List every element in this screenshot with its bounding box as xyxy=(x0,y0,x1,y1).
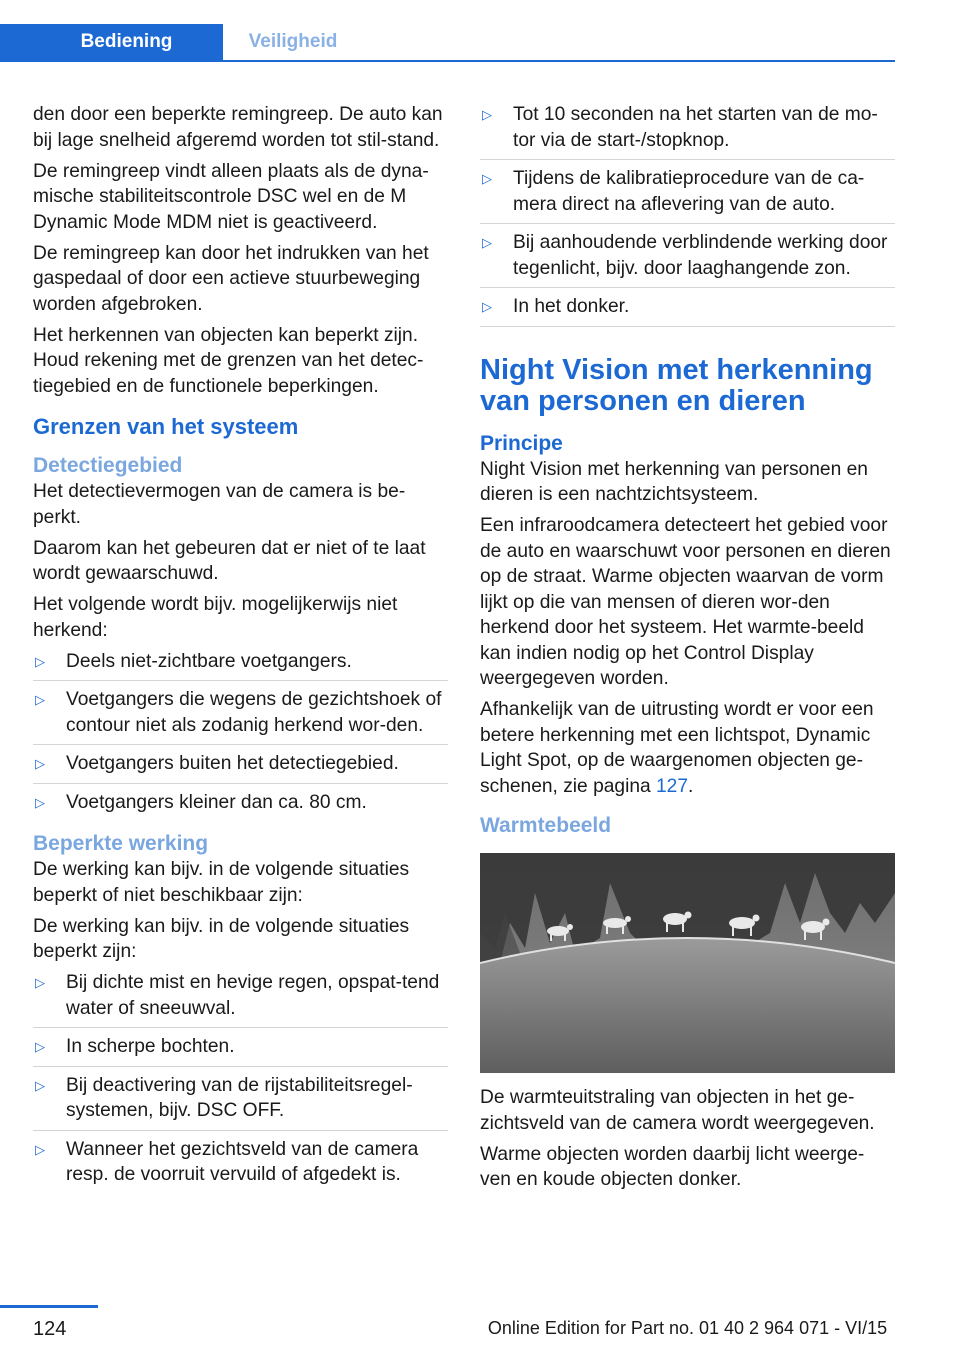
paragraph: Afhankelijk van de uitrusting wordt er voor een betere herkenning met een lichtspot, Dynamic Light Spot, op de waargenomen objecten ge‐schenen, zie pagina 127. xyxy=(480,699,874,797)
paragraph: De warmteuitstraling van objecten in het ge‐zichtsveld van de camera wordt weergegeven. xyxy=(480,1087,875,1134)
triangle-right-icon: ▷ xyxy=(35,1141,45,1157)
triangle-right-icon: ▷ xyxy=(482,107,492,122)
paragraph: Night Vision met herkenning van personen en dieren is een nachtzichtsysteem. xyxy=(480,458,868,505)
triangle-right-icon: ▷ xyxy=(35,975,45,990)
page-link-127[interactable]: 127 xyxy=(656,775,689,797)
left-column xyxy=(33,102,448,1194)
list-item: ▷ Bij dichte mist en hevige regen, opspat‐tend water of sneeuwval. xyxy=(33,970,448,1028)
paragraph: De remingreep kan door het indrukken van het gaspedaal of door een actieve stuurbeweging worden afgebroken. xyxy=(33,242,429,315)
header-divider xyxy=(0,60,895,62)
thermal-image xyxy=(480,853,895,1073)
paragraph: Daarom kan het gebeuren dat er niet of te laat wordt gewaarschuwd. xyxy=(33,537,426,584)
paragraph: Het detectievermogen van de camera is be‐perkt. xyxy=(33,481,406,528)
heading-detectiegebied: Detectiegebied xyxy=(33,454,183,477)
list-item: ▷ Deels niet-zichtbare voetgangers. xyxy=(33,649,448,682)
triangle-right-icon: ▷ xyxy=(35,653,45,669)
list-item: ▷ Tot 10 seconden na het starten van de mo‐tor via de start-/stopknop. xyxy=(480,102,895,160)
paragraph: den door een beperkte remingreep. De auto kan bij lage snelheid afgeremd worden tot stil‐stand. xyxy=(33,104,443,151)
heading-grenzen: Grenzen van het systeem xyxy=(33,414,299,439)
triangle-right-icon: ▷ xyxy=(35,756,45,771)
page-number: 124 xyxy=(33,1318,67,1340)
footer-edition: Online Edition for Part no. 01 40 2 964 071 - VI/15 xyxy=(487,1318,888,1338)
list-item: ▷ Wanneer het gezichtsveld van de camera resp. de voorruit vervuild of afgedekt is. xyxy=(35,1138,419,1185)
heading-principe: Principe xyxy=(480,431,563,455)
footer-divider xyxy=(0,1305,98,1308)
heading-warmtebeeld: Warmtebeeld xyxy=(480,814,612,837)
list-item: ▷ In het donker. xyxy=(480,294,895,327)
list-item: ▷ Voetgangers buiten het detectiegebied. xyxy=(33,751,448,784)
list-limited xyxy=(33,970,448,1194)
list-item: ▷ In scherpe bochten. xyxy=(33,1034,448,1067)
list-limited-continued xyxy=(480,102,895,327)
list-item: ▷ Bij aanhoudende verblindende werking door tegenlicht, bijv. door laaghangende zon. xyxy=(480,230,895,288)
triangle-right-icon: ▷ xyxy=(482,171,492,186)
triangle-right-icon: ▷ xyxy=(482,299,492,314)
right-column xyxy=(480,102,895,1198)
heading-beperkte-werking: Beperkte werking xyxy=(33,832,209,855)
triangle-right-icon: ▷ xyxy=(35,1039,45,1054)
tab-veiligheid[interactable]: Veiligheid xyxy=(248,31,338,52)
list-item: ▷ Bij deactivering van de rijstabiliteitsregel‐systemen, bijv. DSC OFF. xyxy=(33,1073,448,1131)
page-header xyxy=(0,24,895,62)
list-item: ▷ Tijdens de kalibratieprocedure van de ca‐mera direct na aflevering van de auto. xyxy=(480,166,895,224)
list-item: ▷ Voetgangers kleiner dan ca. 80 cm. xyxy=(33,790,448,822)
list-item: ▷ Voetgangers die wegens de gezichtshoek of contour niet als zodanig herkend wor‐den. xyxy=(33,687,448,745)
triangle-right-icon: ▷ xyxy=(35,794,45,810)
paragraph: Warme objecten worden daarbij licht weerge‐ven en koude objecten donker. xyxy=(480,1143,865,1190)
tab-bediening[interactable]: Bediening xyxy=(0,24,223,60)
paragraph: Het volgende wordt bijv. mogelijkerwijs niet herkend: xyxy=(33,594,398,641)
paragraph: De werking kan bijv. in de volgende situaties beperkt of niet beschikbaar zijn: xyxy=(33,859,410,906)
paragraph: De remingreep vindt alleen plaats als de dyna‐mische stabiliteitscontrole DSC wel en de M Dynamic Mode MDM niet is geactiveerd. xyxy=(33,160,429,233)
paragraph: Een infraroodcamera detecteert het gebied voor de auto en waarschuwt voor personen en dieren op de straat. Warme objecten waarvan de vorm lijkt op die van mensen of dieren wor‐den herkend door het systeem. Het warmte‐beeld kan indien nodig op het Control Display weergegeven worden. xyxy=(480,515,891,689)
paragraph: De werking kan bijv. in de volgende situaties beperkt zijn: xyxy=(33,915,410,962)
heading-night-vision: Night Vision met herkenning van personen en dieren xyxy=(480,353,873,417)
triangle-right-icon: ▷ xyxy=(35,692,45,707)
list-not-recognized xyxy=(33,649,448,822)
triangle-right-icon: ▷ xyxy=(35,1077,45,1093)
triangle-right-icon: ▷ xyxy=(482,235,492,250)
paragraph: Het herkennen van objecten kan beperkt zijn. Houd rekening met de grenzen van het detec‐tiegebied en de functionele beperkingen. xyxy=(33,324,424,397)
